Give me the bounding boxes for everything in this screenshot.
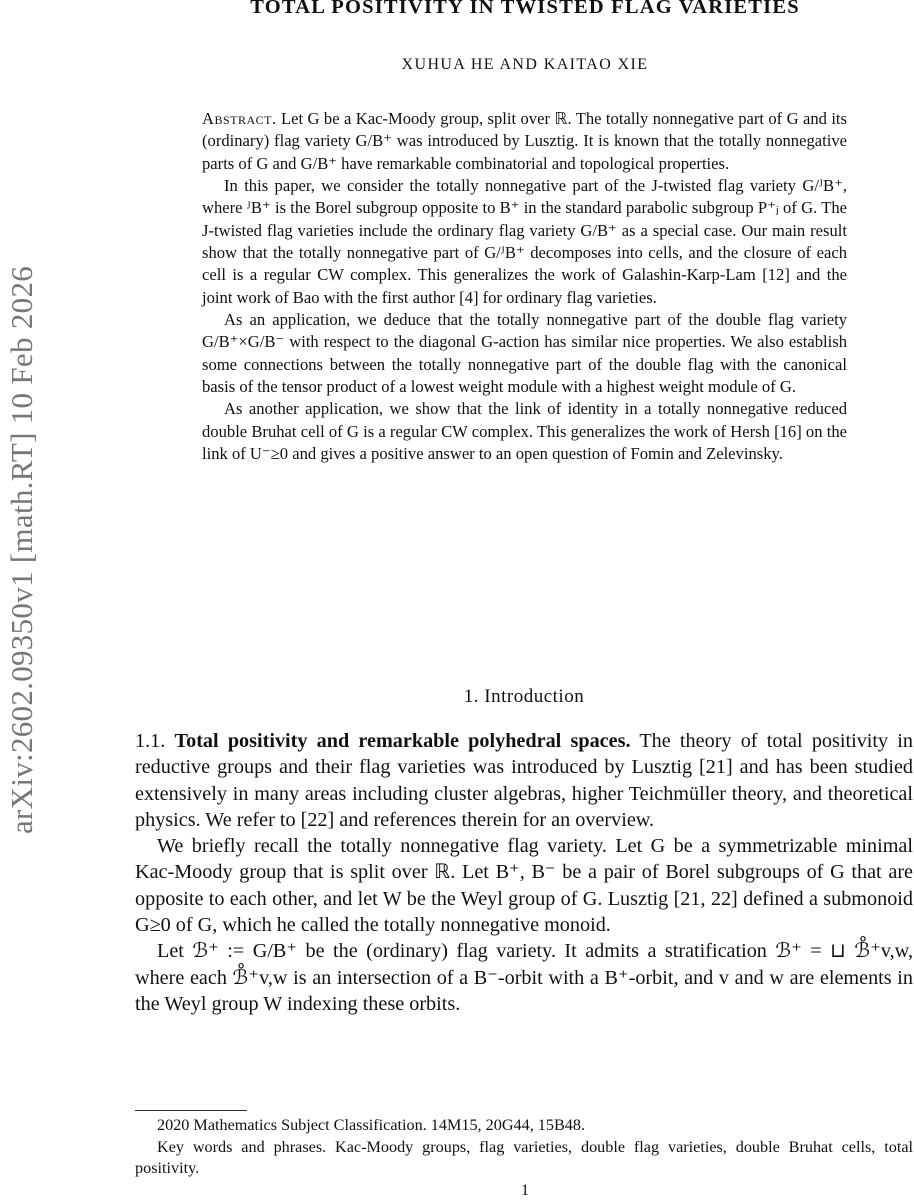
abstract-paragraph-3: As an application, we deduce that the totally nonnegative part of the double flag variety G/B⁺×G/B⁻ with respect to the diagonal G-action has similar nice properties. We also establish some connections between the totally nonnegative part of the double flag with the canonical basis of the tensor product of a lowest weight module with a highest weight module of G. [202, 310, 847, 397]
paper-title: TOTAL POSITIVITY IN TWISTED FLAG VARIETIES [250, 0, 800, 18]
footnote-rule [135, 1110, 247, 1111]
abstract-paragraph-2: In this paper, we consider the totally nonnegative part of the J-twisted flag variety G/ᴶB⁺, where ᴶB⁺ is the Borel subgroup opposite to B⁺ in the standard parabolic subgroup P⁺ⱼ of G. The J-twisted flag varieties include the ordinary flag variety G/B⁺ as a special case. Our main result show that the totally nonnegative part of G/ᴶB⁺ decomposes into cells, and the closure of each cell is a regular CW complex. This generalizes the work of Galashin-Karp-Lam [12] and the joint work of Bao with the first author [4] for ordinary flag varieties. [202, 176, 847, 307]
intro-paragraph-2: We briefly recall the totally nonnegative flag variety. Let G be a symmetrizable minimal Kac-Moody group that is split over ℝ. Let B⁺, B⁻ be a pair of Borel subgroups of G that are opposite to each other, and let W be the Weyl group of G. Lusztig [21, 22] defined a submonoid G≥0 of G, which he called the totally nonnegative monoid. [135, 835, 913, 937]
intro-paragraph-1: 1.1. Total positivity and remarkable polyhedral spaces. The theory of total positivity in reductive groups and their flag varieties was introduced by Lusztig [21] and has been studied extensively in many areas including cluster algebras, higher Teichmüller theory, and theoretical physics. We refer to [22] and references therein for an overview. [135, 730, 914, 831]
intro-paragraph-3: Let ℬ⁺ := G/B⁺ be the (ordinary) flag variety. It admits a stratification ℬ⁺ = ⊔ ℬ̊⁺v,w, where each ℬ̊⁺v,w is an intersection of a B⁻-orbit with a B⁺-orbit, and v and w are elements in the Weyl group W indexing these orbits. [135, 940, 913, 1015]
abstract-paragraph-1: Abstract. Let G be a Kac-Moody group, split over ℝ. The totally nonnegative part of G and its (ordinary) flag variety G/B⁺ was introduced by Lusztig. It is known that the totally nonnegative parts of G and G/B⁺ have remarkable combinatorial and topological properties. [202, 109, 847, 173]
section-body [135, 728, 913, 1017]
abstract-label: Abstract. [202, 109, 277, 128]
abstract-paragraph-4: As another application, we show that the link of identity in a totally nonnegative reduced double Bruhat cell of G is a regular CW complex. This generalizes the work of Hersh [16] on the link of U⁻≥0 and gives a positive answer to an open question of Fomin and Zelevinsky. [202, 399, 847, 464]
page-number: 1 [521, 1182, 529, 1199]
paper-authors: XUHUA HE AND KAITAO XIE [401, 56, 649, 73]
footnote-keywords: Key words and phrases. Kac-Moody groups, flag varieties, double flag varieties, double Bruhat cells, total positivity. [135, 1137, 913, 1177]
abstract [202, 108, 847, 466]
subsection-title: Total positivity and remarkable polyhedral spaces. [174, 730, 631, 752]
footnotes [135, 1115, 913, 1180]
subsection-number: 1.1. [135, 730, 166, 752]
section-heading: 1. Introduction [463, 686, 585, 707]
footnote-msc: 2020 Mathematics Subject Classification. 14M15, 20G44, 15B48. [157, 1116, 586, 1134]
arxiv-identifier: arXiv:2602.09350v1 [math.RT] 10 Feb 2026 [4, 265, 39, 835]
